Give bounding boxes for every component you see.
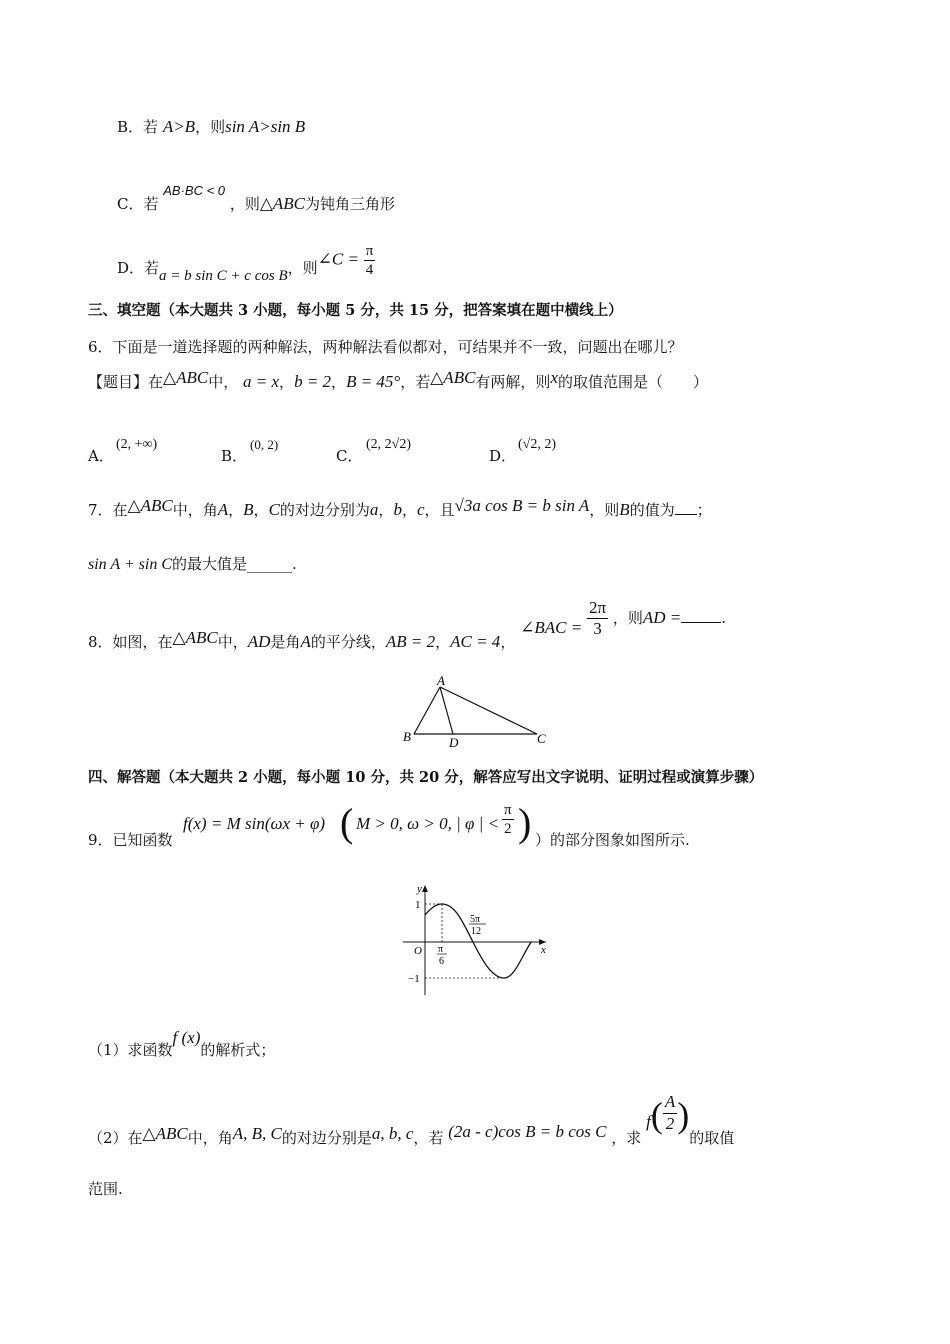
text: 的取值 bbox=[689, 1129, 735, 1147]
math-condition: AB·BC < 0 bbox=[163, 183, 226, 198]
paren-open: ( bbox=[650, 1095, 663, 1135]
option-c bbox=[117, 180, 395, 220]
text: 7．在 bbox=[88, 501, 128, 519]
math-angle: ∠C = bbox=[317, 249, 359, 269]
q9-part2 bbox=[88, 1088, 735, 1147]
answer-blank[interactable] bbox=[675, 514, 697, 515]
triangle: △ABC bbox=[127, 496, 173, 515]
math-B: B bbox=[243, 500, 254, 519]
option-a-value: (2, +∞) bbox=[116, 437, 158, 452]
text: ，则 bbox=[589, 501, 620, 519]
q6-problem bbox=[88, 368, 708, 392]
text: 的对边分别为 bbox=[279, 501, 370, 519]
comma: ， bbox=[331, 373, 347, 391]
y-label: y bbox=[417, 883, 422, 895]
text: ，则 bbox=[287, 258, 318, 277]
math-equation: √3a cos B = b sin A bbox=[454, 496, 590, 515]
option-b-label: B． bbox=[221, 447, 248, 465]
comma: ， bbox=[401, 501, 417, 519]
tag: 【题目】 bbox=[88, 373, 149, 391]
q7-line2 bbox=[88, 555, 297, 574]
option-a-label: A． bbox=[88, 447, 114, 465]
text: 在 bbox=[148, 373, 164, 391]
text: ）的部分图象如图所示. bbox=[535, 831, 690, 849]
y-axis-arrow bbox=[422, 885, 428, 892]
text: ； bbox=[696, 501, 712, 519]
paren-close: ) bbox=[677, 1095, 690, 1135]
vertex-label-b: B bbox=[403, 729, 411, 744]
answer-blank[interactable] bbox=[681, 622, 721, 623]
option-d-label: D． bbox=[489, 447, 517, 465]
fraction: $\frac{2\pi}{3}$ bbox=[588, 598, 607, 639]
math-equation: (2a - c)cos B = b cos C bbox=[448, 1122, 607, 1141]
point-label-d: D bbox=[449, 735, 459, 750]
math-a: a bbox=[369, 500, 379, 519]
segment-ac bbox=[440, 687, 537, 734]
q6-options bbox=[88, 437, 688, 467]
text-group: ，则AD = . bbox=[612, 607, 727, 627]
math-B: B = 45° bbox=[346, 372, 401, 391]
text: 中， bbox=[208, 373, 239, 391]
text: ，则△ABC为钝角三角形 bbox=[229, 194, 396, 213]
option-c-value: (2, 2√2) bbox=[366, 437, 412, 452]
origin-label: O bbox=[414, 945, 422, 957]
math-a: a = x bbox=[243, 372, 280, 391]
q8-line bbox=[88, 598, 727, 651]
option-d-value: (√2, 2) bbox=[518, 437, 557, 452]
math-conclusion: sin A>sin B bbox=[225, 117, 306, 136]
text: 有两解，则 bbox=[475, 373, 551, 391]
tick-neg-1: −1 bbox=[408, 973, 420, 985]
math-condition: M > 0, ω > 0, | φ | < bbox=[356, 814, 500, 833]
option-label: B．若 bbox=[117, 118, 159, 136]
vertex-label-a: A bbox=[437, 675, 445, 688]
option-label: C．若 bbox=[117, 195, 159, 213]
q9-part2-end: 范围. bbox=[88, 1180, 123, 1198]
triangle-figure bbox=[400, 675, 560, 750]
q6-line1: 6．下面是一道选择题的两种解法，两种解法看似都对，可结果并不一致，问题出在哪儿？ bbox=[88, 338, 683, 356]
paren-open: ( bbox=[340, 800, 354, 845]
sine-graph bbox=[398, 880, 558, 1000]
text: 的取值范围是（ ） bbox=[557, 373, 708, 391]
q9-line bbox=[88, 800, 690, 853]
triangle: △ABC bbox=[430, 368, 476, 387]
comma: ， bbox=[279, 373, 295, 391]
math-condition: a = b sin C + c cos B bbox=[159, 267, 288, 284]
math-angle: ∠BAC = bbox=[520, 617, 583, 637]
math-C: C bbox=[268, 500, 280, 519]
q9-part1 bbox=[88, 1028, 275, 1058]
comma: ， bbox=[378, 501, 394, 519]
text: 中，角 bbox=[172, 501, 218, 519]
text: ，求 bbox=[611, 1129, 642, 1147]
fraction: $\frac{\pi}{2}$ bbox=[504, 802, 512, 837]
text: 9．已知函数 bbox=[88, 831, 173, 849]
math-A: A bbox=[217, 500, 229, 519]
option-d bbox=[117, 242, 375, 284]
vertex-label-c: C bbox=[537, 731, 546, 746]
math-b: b = 2 bbox=[294, 372, 332, 391]
segment-ad bbox=[440, 687, 453, 734]
math-x: x bbox=[550, 368, 558, 387]
fraction: $\frac{A}{2}$ bbox=[664, 1092, 676, 1133]
fraction: $\frac{\pi}{4}$ bbox=[365, 243, 374, 278]
tick-pi-num: π bbox=[438, 944, 444, 955]
math-b: b bbox=[393, 500, 402, 519]
segment-ab bbox=[414, 687, 440, 734]
text: ，则 bbox=[195, 118, 226, 136]
math-function: f(x) = M sin(ωx + φ) bbox=[183, 814, 326, 833]
tick-1: 1 bbox=[415, 899, 421, 911]
math-fx: f (x) bbox=[172, 1028, 201, 1047]
triangle: △ABC bbox=[163, 368, 209, 387]
option-label: D．若 bbox=[117, 258, 160, 277]
text-group: 8．如图，在△ABC中，AD是角A的平分线，AB = 2，AC = 4， bbox=[88, 627, 516, 651]
section-4-heading: 四、解答题（本大题共 2 小题，每小题 10 分，共 20 分，解答应写出文字说明、证明过程或演算步骤） bbox=[88, 769, 764, 786]
math-f: f bbox=[646, 1112, 651, 1131]
math-c: c bbox=[416, 500, 425, 519]
tick-5pi-num: 5π bbox=[470, 914, 481, 925]
text: 的解析式； bbox=[200, 1041, 276, 1059]
text-group: （2）在△ABC中，角A, B, C的对边分别是a, b, c，若 bbox=[88, 1124, 444, 1147]
comma: ， bbox=[253, 501, 269, 519]
option-c-label: C． bbox=[336, 447, 363, 465]
option-b-value: (0, 2) bbox=[250, 437, 279, 452]
text: ，且 bbox=[424, 501, 455, 519]
section-3-heading: 三、填空题（本大题共 3 小题，每小题 5 分，共 15 分，把答案填在题中横线上） bbox=[88, 302, 623, 319]
option-b bbox=[117, 117, 305, 137]
text: 的最大值是______. bbox=[172, 555, 297, 573]
text: ，若 bbox=[400, 373, 431, 391]
text: 的值为 bbox=[629, 501, 675, 519]
paren-close: ) bbox=[518, 800, 532, 845]
x-label: x bbox=[541, 944, 546, 956]
math-B: B bbox=[619, 500, 630, 519]
q7-line1 bbox=[88, 496, 712, 520]
math-expression: sin A + sin C bbox=[88, 556, 173, 573]
tick-pi-den: 6 bbox=[439, 956, 444, 967]
text: （1）求函数 bbox=[88, 1041, 173, 1059]
comma: ， bbox=[228, 501, 244, 519]
tick-5pi-den: 12 bbox=[471, 926, 481, 937]
math-condition: A>B bbox=[162, 117, 196, 136]
